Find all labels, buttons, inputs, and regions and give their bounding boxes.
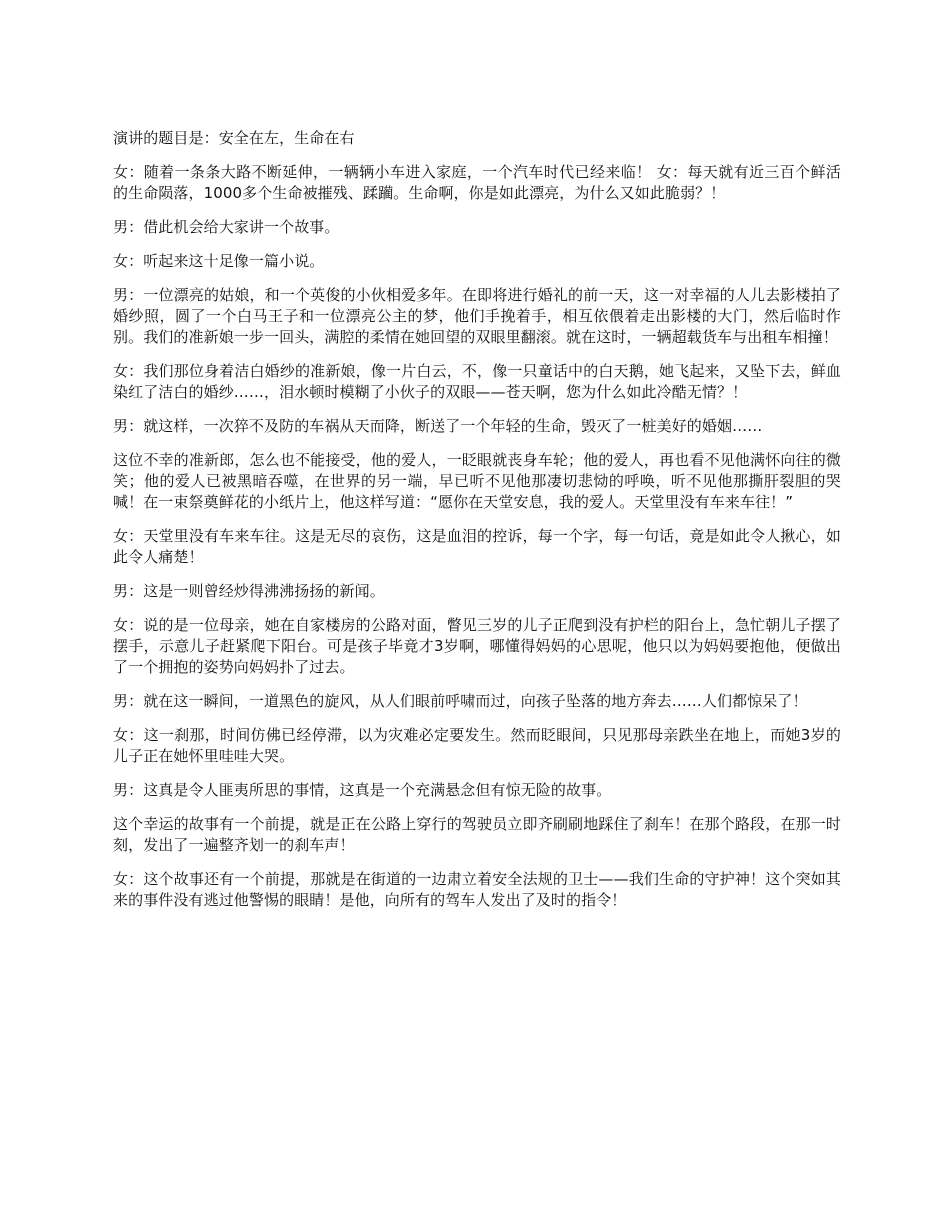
- paragraph: 这个幸运的故事有一个前提，就是正在公路上穿行的驾驶员立即齐刷刷地踩住了刹车！在那个路段，在那一时刻，发出了一遍整齐划一的刹车声！: [113, 815, 841, 854]
- paragraph: 男：借此机会给大家讲一个故事。: [113, 218, 340, 236]
- paragraph: 女：随着一条条大路不断延伸，一辆辆小车进入家庭，一个汽车时代已经来临！ 女：每天就有近三百个鲜活的生命陨落，1000多个生命被摧残、蹂躏。生命啊，你是如此漂亮，为什么又如此脆弱？！: [113, 163, 841, 202]
- paragraph: 男：就在这一瞬间，一道黑色的旋风，从人们眼前呼啸而过，向孩子坠落的地方奔去……人们都惊呆了！: [113, 692, 808, 710]
- paragraph: 男：一位漂亮的姑娘，和一个英俊的小伙相爱多年。在即将进行婚礼的前一天，这一对幸福的人儿去影楼拍了婚纱照，圆了一个白马王子和一位漂亮公主的梦，他们手挽着手，相互依偎着走出影楼的大门，然后临时作别。我们的准新娘一步一回头，满腔的柔情在她回望的双眼里翻滚。就在这时，一辆超载货车与出租车相撞！: [113, 286, 841, 346]
- paragraph: 男：就这样，一次猝不及防的车祸从天而降，断送了一个年轻的生命，毁灭了一桩美好的婚姻……: [113, 417, 763, 435]
- paragraph: 女：这一刹那，时间仿佛已经停滞，以为灾难必定要发生。然而眨眼间，只见那母亲跌坐在地上，而她3岁的儿子正在她怀里哇哇大哭。: [113, 726, 841, 765]
- speech-title: 演讲的题目是：安全在左，生命在右: [113, 129, 355, 147]
- paragraph: 女：这个故事还有一个前提，那就是在街道的一边肃立着安全法规的卫士——我们生命的守护神！这个突如其来的事件没有逃过他警惕的眼睛！是他，向所有的驾车人发出了及时的指令！: [113, 870, 841, 909]
- paragraph: 男：这是一则曾经炒得沸沸扬扬的新闻。: [113, 582, 385, 600]
- paragraph: 女：天堂里没有车来车往。这是无尽的哀伤，这是血泪的控诉，每一个字，每一句话，竟是如此令人揪心，如此令人痛楚！: [113, 527, 841, 566]
- paragraph: 女：听起来这十足像一篇小说。: [113, 252, 325, 270]
- paragraph: 男：这真是令人匪夷所思的事情，这真是一个充满悬念但有惊无险的故事。: [113, 781, 612, 799]
- paragraph: 这位不幸的准新郎，怎么也不能接受，他的爱人，一眨眼就丧身车轮；他的爱人，再也看不见他满怀向往的微笑；他的爱人已被黑暗吞噬，在世界的另一端，早已听不见他那凄切悲恸的呼唤，听不见他那撕肝裂胆的哭喊！在一束祭奠鲜花的小纸片上，他这样写道：“愿你在天堂安息，我的爱人。天堂里没有车来车往！”: [113, 451, 841, 511]
- document-body: [113, 128, 841, 924]
- paragraph: 女：我们那位身着洁白婚纱的准新娘，像一片白云，不，像一只童话中的白天鹅，她飞起来，又坠下去，鲜血染红了洁白的婚纱……，泪水顿时模糊了小伙子的双眼——苍天啊，您为什么如此冷酷无情？！: [113, 362, 841, 401]
- paragraph: 女：说的是一位母亲，她在自家楼房的公路对面，瞥见三岁的儿子正爬到没有护栏的阳台上，急忙朝儿子摆了摆手，示意儿子赶紧爬下阳台。可是孩子毕竟才3岁啊，哪懂得妈妈的心思呢，他只以为妈妈要抱他，便做出了一个拥抱的姿势向妈妈扑了过去。: [113, 616, 841, 676]
